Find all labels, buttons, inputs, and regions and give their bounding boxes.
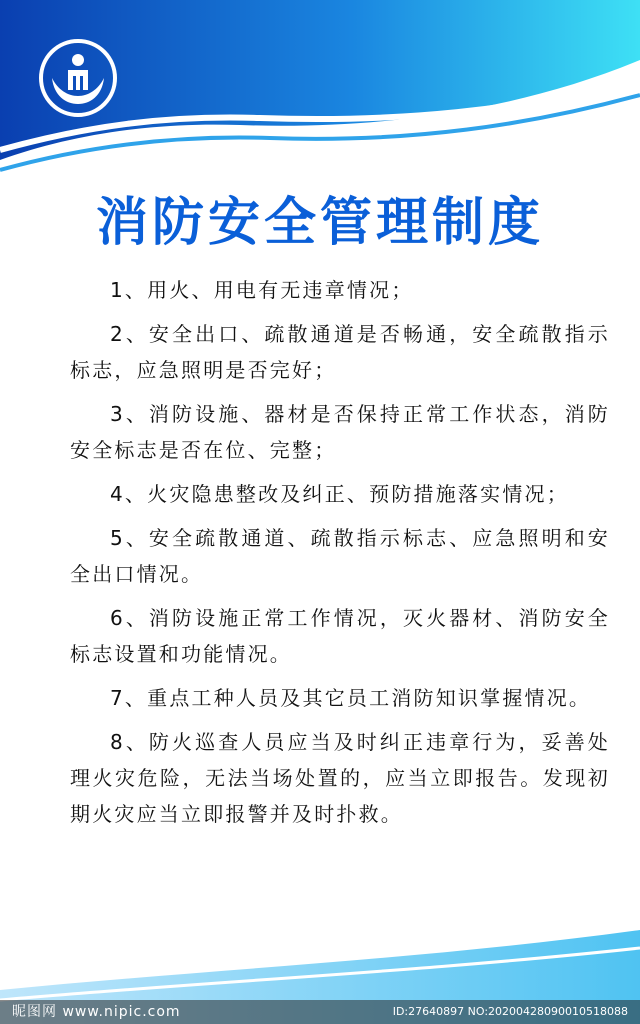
emblem-logo-icon xyxy=(38,38,118,118)
rule-item: 2、安全出口、疏散通道是否畅通，安全疏散指示标志，应急照明是否完好； xyxy=(70,322,610,382)
rule-item: 4、火灾隐患整改及纠正、预防措施落实情况； xyxy=(110,482,569,506)
rule-item: 6、消防设施正常工作情况，灭火器材、消防安全标志设置和功能情况。 xyxy=(70,606,610,666)
rule-item: 8、防火巡查人员应当及时纠正违章行为，妥善处理火灾危险，无法当场处置的，应当立即报告。发现初期火灾应当立即报警并及时扑救。 xyxy=(70,730,610,826)
rule-item: 5、安全疏散通道、疏散指示标志、应急照明和安全出口情况。 xyxy=(70,526,610,586)
rule-item: 1、用火、用电有无违章情况； xyxy=(110,278,414,302)
page-title: 消防安全管理制度 xyxy=(95,192,544,253)
rule-item: 3、消防设施、器材是否保持正常工作状态，消防安全标志是否在位、完整； xyxy=(70,402,610,462)
rules-list xyxy=(70,272,610,840)
watermark-site: 昵图网 www.nipic.com xyxy=(12,1004,181,1020)
watermark-bar xyxy=(0,1000,640,1024)
rule-item: 7、重点工种人员及其它员工消防知识掌握情况。 xyxy=(110,686,592,710)
watermark-id: ID:27640897 NO:20200428090010518088 xyxy=(392,1005,628,1018)
